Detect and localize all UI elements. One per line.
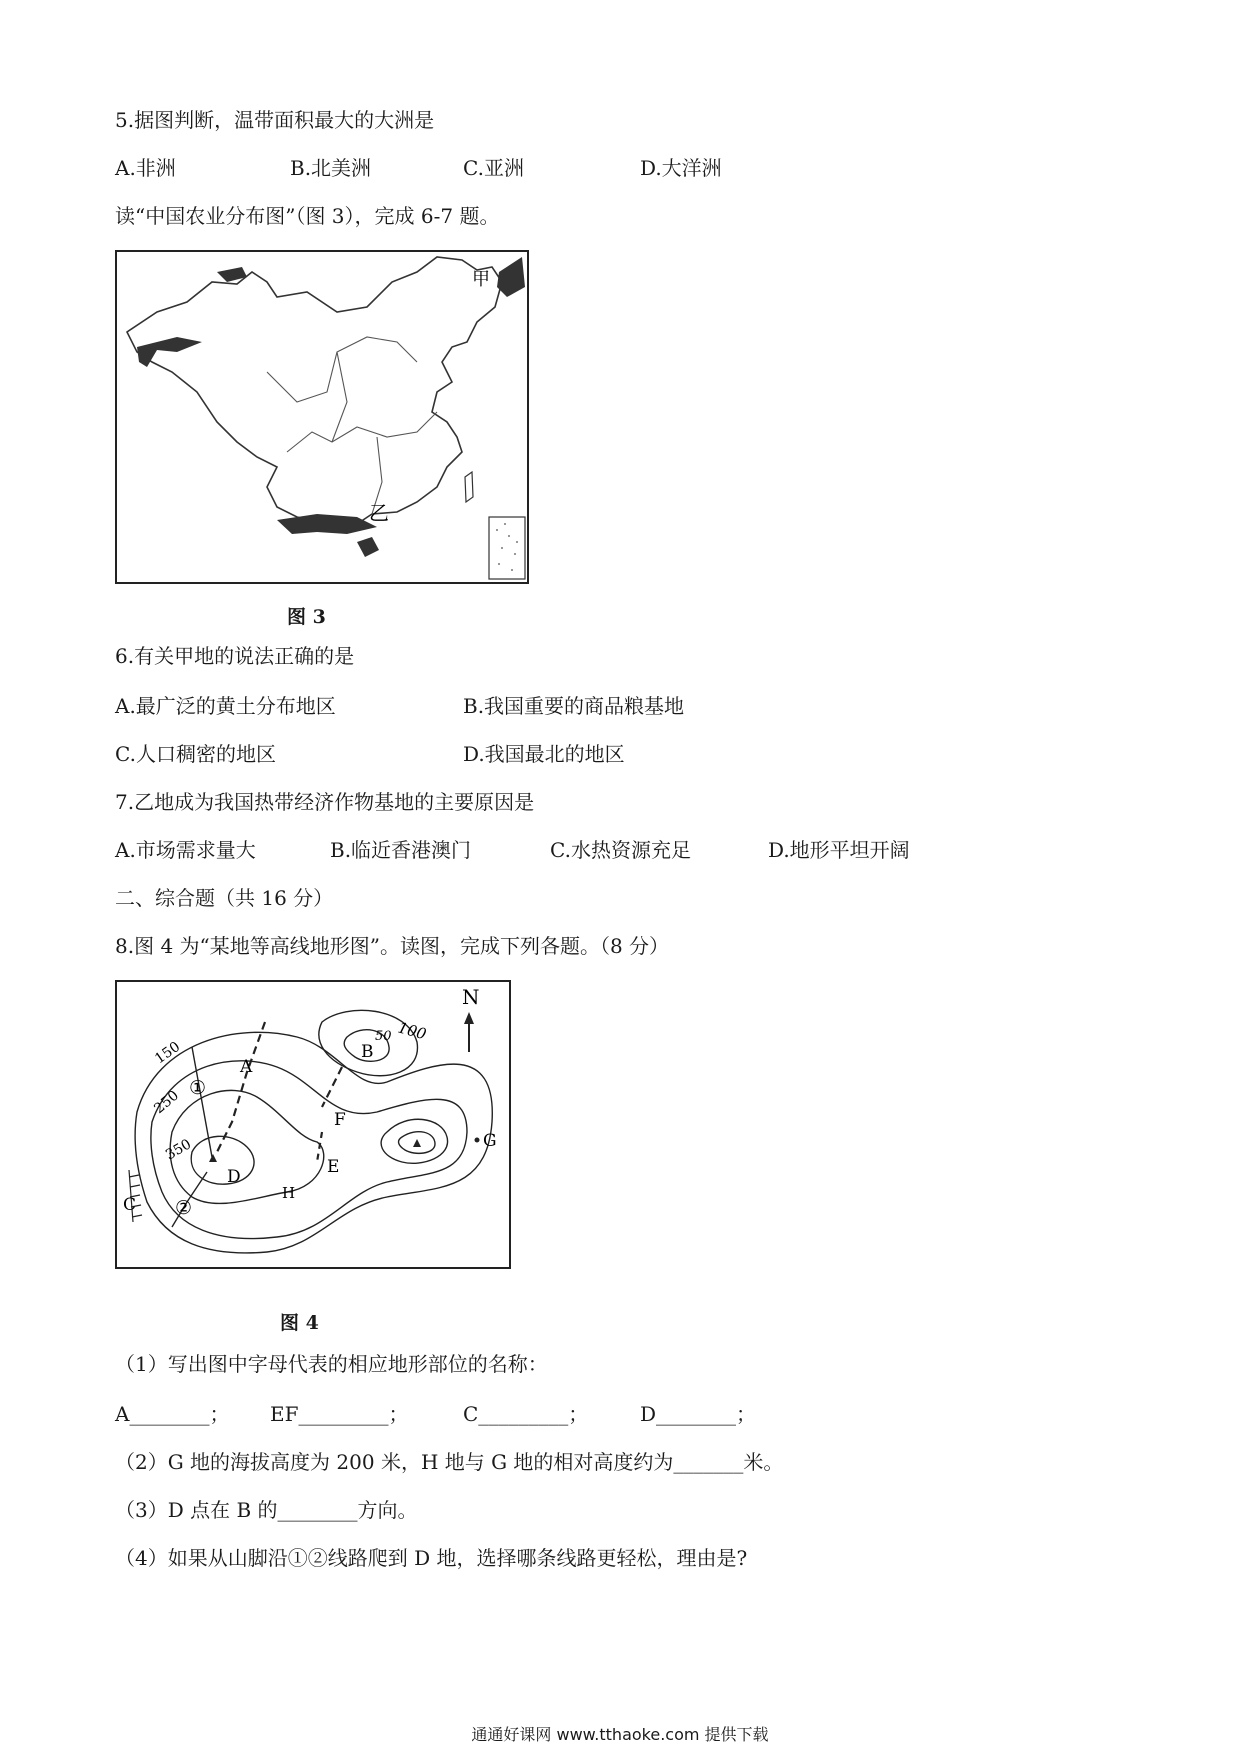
q8-blank-ef: EF_________；	[270, 1402, 409, 1426]
q5-option-c: C.亚洲	[463, 156, 524, 180]
contour-label-350: 350	[163, 1136, 195, 1164]
label-a: A	[240, 1057, 253, 1077]
q7-option-d: D.地形平坦开阔	[768, 838, 910, 862]
q8-sub1: （1）写出图中字母代表的相应地形部位的名称：	[115, 1352, 548, 1376]
intro-6-7: 读“中国农业分布图”（图 3），完成 6-7 题。	[115, 204, 500, 228]
figure-3-map	[115, 250, 529, 584]
q7-option-b: B.临近香港澳门	[330, 838, 472, 862]
contour-label-250: 250	[151, 1087, 183, 1118]
q8-sub2: （2）G 地的海拔高度为 200 米，H 地与 G 地的相对高度约为_______米。	[115, 1450, 784, 1474]
china-outline	[127, 257, 502, 524]
q8-sub3: （3）D 点在 B 的________方向。	[115, 1498, 418, 1522]
label-f: F	[334, 1110, 346, 1130]
ridge-line-a	[217, 1022, 265, 1152]
q6-option-d: D.我国最北的地区	[463, 742, 625, 766]
contour-east-hill-1	[381, 1119, 447, 1163]
q6-option-c: C.人口稠密的地区	[115, 742, 276, 766]
label-c: C	[123, 1195, 137, 1215]
q8-blank-c: C_________；	[463, 1402, 589, 1426]
q8-blank-d: D________；	[640, 1402, 757, 1426]
section-2-title: 二、综合题（共 16 分）	[115, 886, 334, 910]
label-route-2: ②	[175, 1197, 193, 1219]
figure-4-caption: 图 4	[280, 1312, 319, 1334]
q8-blank-a: A________；	[115, 1402, 230, 1426]
label-b: B	[361, 1042, 374, 1062]
q7-option-c: C.水热资源充足	[550, 838, 691, 862]
contour-inner-d	[191, 1136, 254, 1184]
q5-stem: 5.据图判断，温带面积最大的大洲是	[115, 108, 435, 132]
label-g: G	[483, 1131, 497, 1151]
label-h: H	[282, 1184, 296, 1202]
footer-source: 通通好课网 www.tthaoke.com 提供下载	[471, 1725, 769, 1744]
q6-option-b: B.我国重要的商品粮基地	[463, 694, 685, 718]
q8-sub4: （4）如果从山脚沿①②线路爬到 D 地，选择哪条线路更轻松，理由是?	[115, 1546, 748, 1570]
q7-option-a: A.市场需求量大	[115, 838, 256, 862]
contour-label-50: 50	[375, 1029, 392, 1044]
q6-option-a: A.最广泛的黄土分布地区	[115, 694, 336, 718]
contour-label-100: 100	[395, 1018, 429, 1044]
saddle-line-ef	[322, 1067, 342, 1107]
label-route-1: ①	[189, 1077, 207, 1099]
q5-option-a: A.非洲	[115, 156, 176, 180]
china-map-svg	[117, 252, 527, 582]
label-e: E	[327, 1157, 340, 1177]
label-yi: 乙	[369, 501, 389, 525]
figure-3-caption: 图 3	[287, 606, 326, 628]
south-sea-inset	[489, 517, 525, 579]
q5-option-d: D.大洋洲	[640, 156, 722, 180]
contour-map-svg	[117, 982, 509, 1267]
yi-area	[277, 514, 377, 534]
north-label: N	[462, 985, 480, 1009]
label-jia: 甲	[472, 269, 490, 290]
q6-stem: 6.有关甲地的说法正确的是	[115, 644, 355, 668]
hainan-area	[357, 537, 379, 557]
q7-stem: 7.乙地成为我国热带经济作物基地的主要原因是	[115, 790, 535, 814]
contour-label-150: 150	[152, 1038, 184, 1068]
label-d: D	[227, 1167, 241, 1187]
xinjiang-area	[137, 337, 202, 367]
q5-option-b: B.北美洲	[290, 156, 372, 180]
q8-stem: 8.图 4 为“某地等高线地形图”。读图，完成下列各题。（8 分）	[115, 934, 670, 958]
jia-area	[497, 257, 525, 297]
figure-4-contour-map	[115, 980, 511, 1269]
